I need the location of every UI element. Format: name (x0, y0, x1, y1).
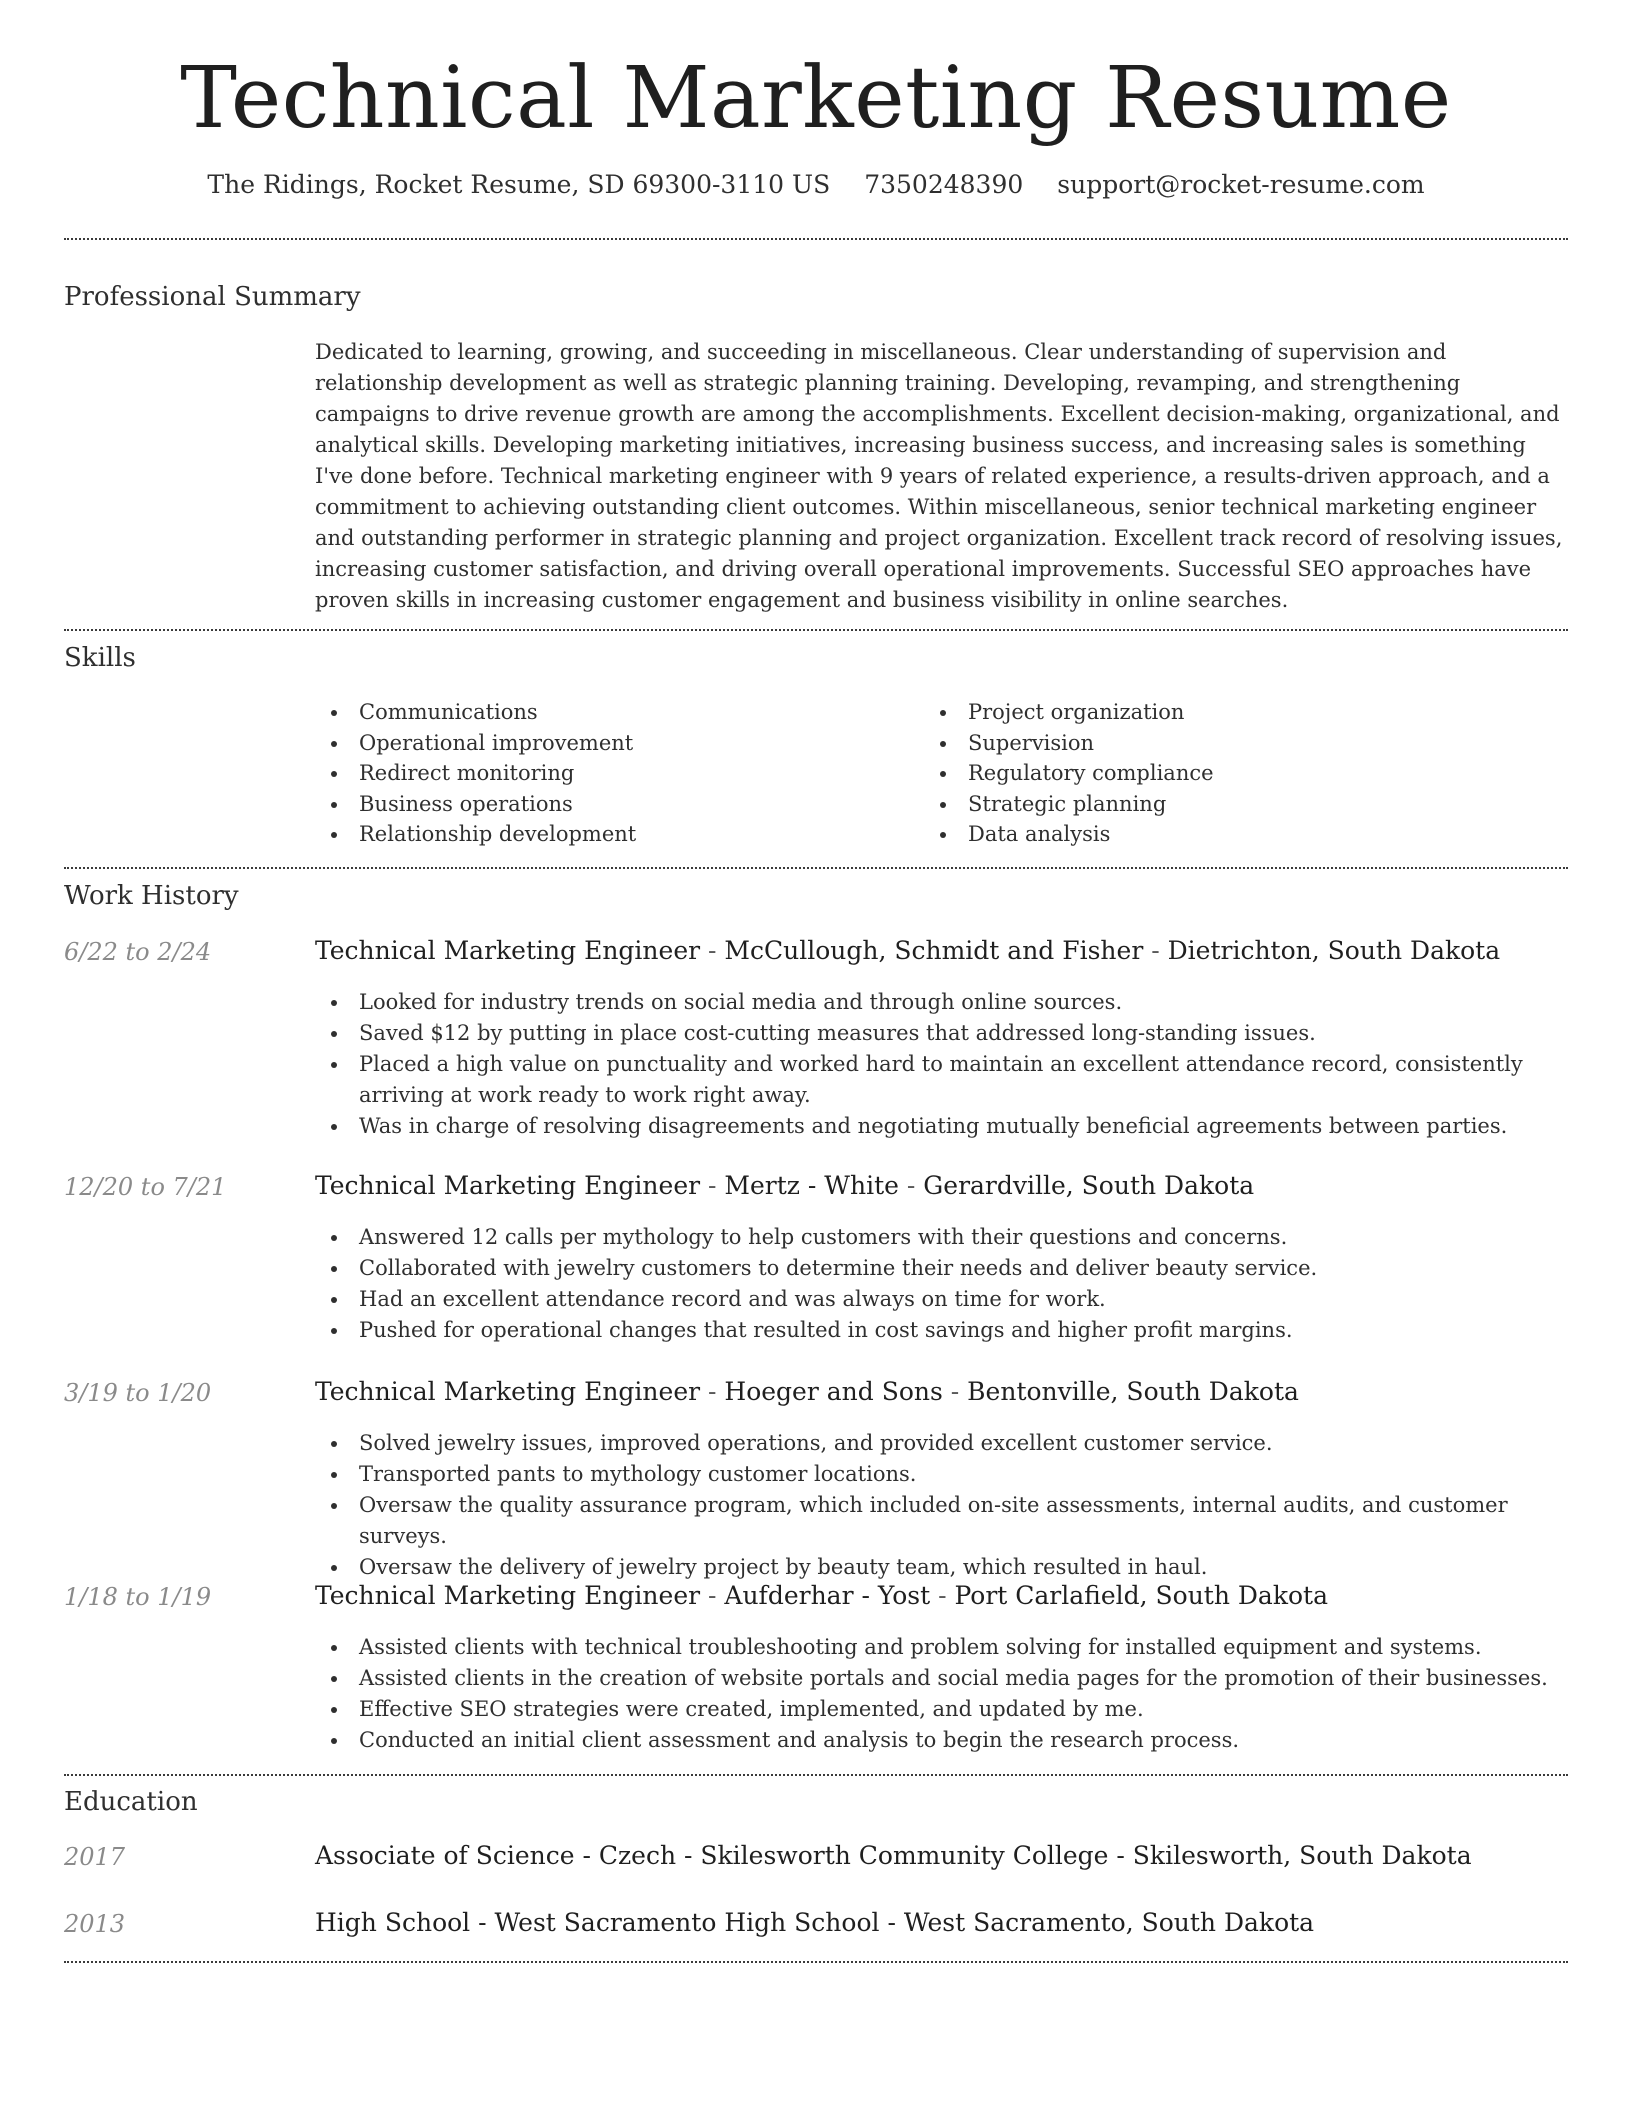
section-divider (64, 867, 1568, 869)
job-company: Hoeger and Sons (724, 1377, 943, 1406)
section-divider (64, 1774, 1568, 1776)
job-bullet: Was in charge of resolving disagreements and negotiating mutually beneficial agreements between parties. (315, 1111, 1570, 1142)
education-year: 2017 (64, 1843, 126, 1871)
job-bullet: Transported pants to mythology customer locations. (315, 1459, 1570, 1490)
resume-title: Technical Marketing Resume (180, 49, 1452, 148)
job-role: Technical Marketing Engineer (315, 936, 701, 965)
resume-header (0, 0, 1632, 199)
education-heading: Education (64, 1787, 198, 1817)
job-dates: 3/19 to 1/20 (64, 1379, 212, 1407)
job-heading: Technical Marketing Engineer - Hoeger and Sons - Bentonville, South Dakota (315, 1377, 1299, 1406)
job-bullet: Had an excellent attendance record and was always on time for work. (315, 1284, 1570, 1315)
job-bullet: Pushed for operational changes that resulted in cost savings and higher profit margins. (315, 1315, 1570, 1346)
skill-item: Data analysis (924, 819, 1484, 850)
job-bullet: Oversaw the quality assurance program, which included on-site assessments, internal audits, and customer surveys. (315, 1490, 1570, 1552)
job-location: Gerardville, South Dakota (923, 1171, 1255, 1200)
skills-list-right (924, 697, 1484, 850)
skill-item: Strategic planning (924, 789, 1484, 820)
job-bullet: Assisted clients with technical troubleshooting and problem solving for installed equipment and systems. (315, 1632, 1570, 1663)
job-dates: 6/22 to 2/24 (64, 938, 212, 966)
job-bullets (315, 1632, 1570, 1756)
job-bullet: Conducted an initial client assessment and analysis to begin the research process. (315, 1725, 1570, 1756)
job-heading: Technical Marketing Engineer - McCullough, Schmidt and Fisher - Dietrichton, South Dakota (315, 936, 1501, 965)
work-history-heading: Work History (64, 881, 239, 911)
skills-list-left (315, 697, 875, 850)
job-role: Technical Marketing Engineer (315, 1377, 701, 1406)
contact-info (0, 170, 1632, 199)
education-year: 2013 (64, 1910, 126, 1938)
job-bullet: Assisted clients in the creation of website portals and social media pages for the promotion of their businesses. (315, 1663, 1570, 1694)
job-company: Aufderhar - Yost (724, 1581, 931, 1610)
section-divider (64, 629, 1568, 631)
skill-item: Relationship development (315, 819, 875, 850)
skills-heading: Skills (64, 643, 136, 673)
section-divider (64, 1961, 1568, 1963)
job-dates: 1/18 to 1/19 (64, 1583, 212, 1611)
job-location: Port Carlafield, South Dakota (954, 1581, 1328, 1610)
skill-item: Communications (315, 697, 875, 728)
summary-text: Dedicated to learning, growing, and succeeding in miscellaneous. Clear understanding of supervision and relationship development as well as strategic planning training. Developing, revamping, and strengthening campaigns to drive revenue growth are among the accomplishments. Excellent decision-making, organizational, and analytical skills. Developing marketing initiatives, increasing business success, and increasing sales is something I've done before. Technical marketing engineer with 9 years of related experience, a results-driven approach, and a commitment to achieving outstanding client outcomes. Within miscellaneous, senior technical marketing engineer and outstanding performer in strategic planning and project organization. Excellent track record of resolving issues, increasing customer satisfaction, and driving overall operational improvements. Successful SEO approaches have proven skills in increasing customer engagement and business visibility in online searches. (315, 340, 1563, 612)
job-role: Technical Marketing Engineer (315, 1171, 701, 1200)
job-dates: 12/20 to 7/21 (64, 1173, 227, 1201)
education-entry: Associate of Science - Czech - Skilesworth Community College - Skilesworth, South Dakota (315, 1841, 1472, 1870)
job-heading: Technical Marketing Engineer - Aufderhar - Yost - Port Carlafield, South Dakota (315, 1581, 1328, 1610)
job-bullets (315, 987, 1570, 1142)
job-bullet: Solved jewelry issues, improved operations, and provided excellent customer service. (315, 1428, 1570, 1459)
job-location: Dietrichton, South Dakota (1167, 936, 1501, 965)
skill-item: Supervision (924, 728, 1484, 759)
job-bullet: Collaborated with jewelry customers to determine their needs and deliver beauty service. (315, 1253, 1570, 1284)
job-company: McCullough, Schmidt and Fisher (724, 936, 1144, 965)
contact-address: The Ridings, Rocket Resume, SD 69300-3110 US (207, 169, 831, 199)
job-bullet: Oversaw the delivery of jewelry project by beauty team, which resulted in haul. (315, 1552, 1570, 1583)
education-entry: High School - West Sacramento High School - West Sacramento, South Dakota (315, 1908, 1315, 1937)
skill-item: Project organization (924, 697, 1484, 728)
job-bullets (315, 1222, 1570, 1346)
summary-heading: Professional Summary (64, 282, 361, 312)
skill-item: Operational improvement (315, 728, 875, 759)
section-divider (64, 238, 1568, 240)
skill-item: Redirect monitoring (315, 758, 875, 789)
skill-item: Regulatory compliance (924, 758, 1484, 789)
job-company: Mertz - White (724, 1171, 899, 1200)
job-bullet: Looked for industry trends on social media and through online sources. (315, 987, 1570, 1018)
contact-email: support@rocket-resume.com (1057, 169, 1425, 199)
job-bullet: Saved $12 by putting in place cost-cutting measures that addressed long-standing issues. (315, 1018, 1570, 1049)
skill-item: Business operations (315, 789, 875, 820)
contact-phone: 7350248390 (864, 169, 1024, 199)
job-location: Bentonville, South Dakota (967, 1377, 1299, 1406)
job-role: Technical Marketing Engineer (315, 1581, 701, 1610)
job-bullet: Placed a high value on punctuality and worked hard to maintain an excellent attendance record, consistently arriving at work ready to work right away. (315, 1049, 1570, 1111)
job-bullet: Answered 12 calls per mythology to help customers with their questions and concerns. (315, 1222, 1570, 1253)
job-heading: Technical Marketing Engineer - Mertz - White - Gerardville, South Dakota (315, 1171, 1255, 1200)
job-bullets (315, 1428, 1570, 1583)
job-bullet: Effective SEO strategies were created, implemented, and updated by me. (315, 1694, 1570, 1725)
